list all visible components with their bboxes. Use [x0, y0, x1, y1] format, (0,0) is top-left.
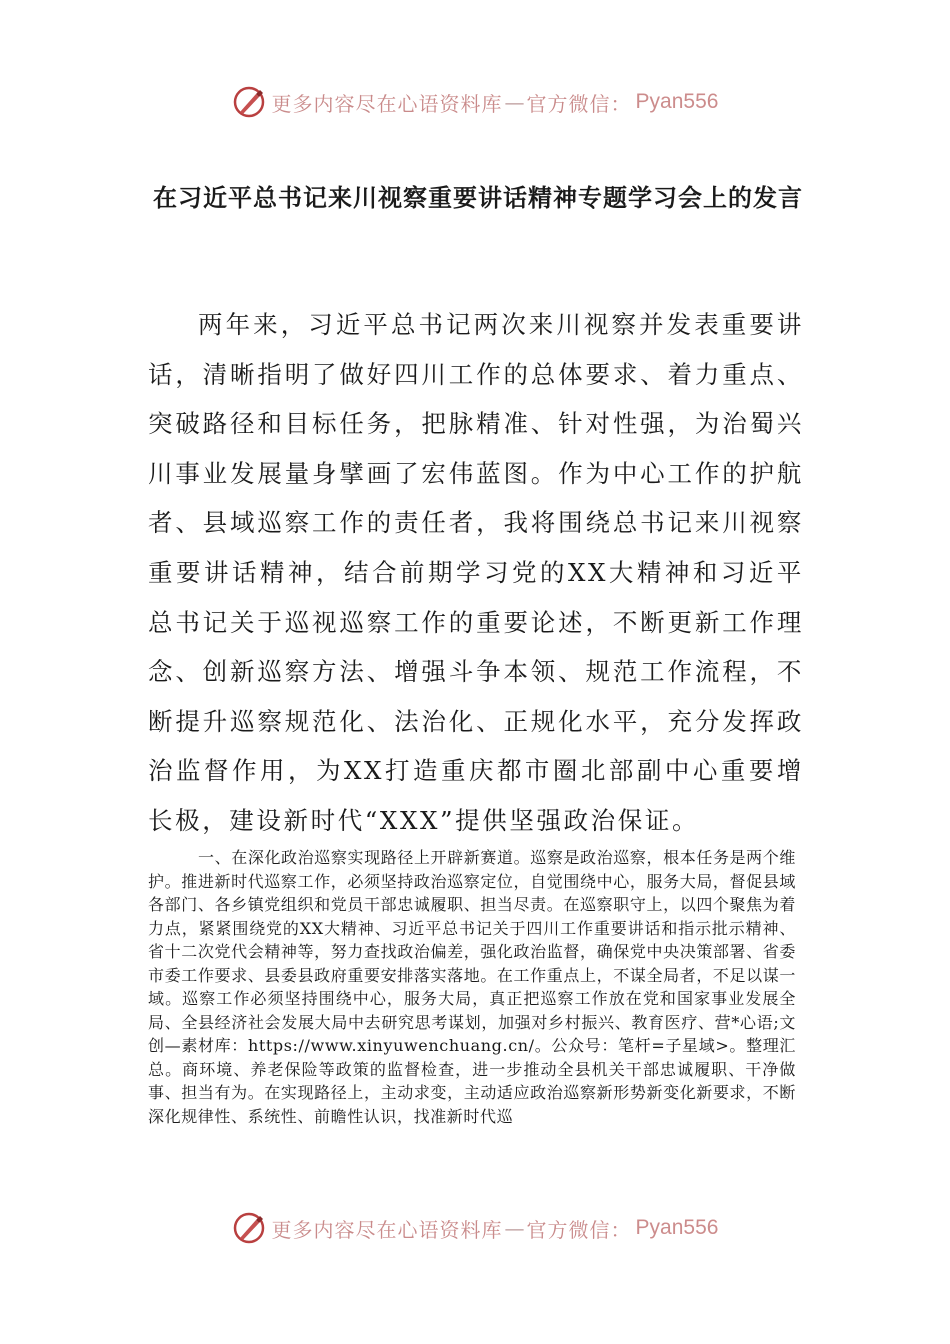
- footer-watermark-banner: [0, 1208, 950, 1248]
- banner-label: 官方微信：: [526, 1217, 632, 1242]
- banner-label: 官方微信：: [526, 91, 632, 116]
- banner-wechat-id: Pyan556: [635, 90, 719, 113]
- document-title: 在习近平总书记来川视察重要讲话精神专题学习会上的发言: [153, 184, 803, 212]
- intro-paragraph: 两年来，习近平总书记两次来川视察并发表重要讲话，清晰指明了做好四川工作的总体要求、着力重点、突破路径和目标任务，把脉精准、针对性强，为治蜀兴川事业发展量身擘画了宏伟蓝图。作为中心工作的护航者、县域巡察工作的责任者，我将围绕总书记来川视察重要讲话精神，结合前期学习党的XX大精神和习近平总书记关于巡视巡察工作的重要论述，不断更新工作理念、创新巡察方法、增强斗争本领、规范工作流程，不断提升巡察规范化、法治化、正规化水平，充分发挥政治监督作用，为XX打造重庆都市圈北部副中心重要增长极，建设新时代“XXX”提供坚强政治保证。: [148, 310, 804, 835]
- banner-dash: —: [504, 90, 525, 114]
- banner-dash: —: [504, 1216, 525, 1240]
- section-1-paragraph: 一、在深化政治巡察实现路径上开辟新赛道。巡察是政治巡察，根本任务是两个维护。推进新时代巡察工作，必须坚持政治巡察定位，自觉围绕中心，服务大局，督促县域各部门、各乡镇党组织和党员干部忠诚履职、担当尽责。在巡察职守上，以四个聚焦为着力点，紧紧围绕党的XX大精神、习近平总书记关于四川工作重要讲话和指示批示精神、省十二次党代会精神等，努力查找政治偏差，强化政治监督，确保党中央决策部署、省委市委工作要求、县委县政府重要安排落实落地。在工作重点上，不谋全局者，不足以谋一域。巡察工作必须坚持围绕中心，服务大局，真正把巡察工作放在党和国家事业发展全局、全县经济社会发展大局中去研究思考谋划，加强对乡村振兴、教育医疗、营*心语;文创—素材库：https://www.xinyuwenchuang.cn/。公众号：笔杆=子星域>。整理汇总。商环境、养老保险等政策的监督检查，进一步推动全县机关干部忠诚履职、干净做事、担当有为。在实现路径上，主动求变，主动适应政治巡察新形势新变化新要求，不断深化规律性、系统性、前瞻性认识，找准新时代巡: [148, 848, 796, 1126]
- header-watermark-banner: [0, 82, 950, 122]
- banner-wechat-id: Pyan556: [635, 1216, 719, 1239]
- banner-text: 更多内容尽在心语资料库: [271, 1217, 503, 1242]
- banner-text: 更多内容尽在心语资料库: [271, 91, 503, 116]
- pen-logo-icon: [232, 1211, 266, 1245]
- pen-logo-icon: [232, 85, 266, 119]
